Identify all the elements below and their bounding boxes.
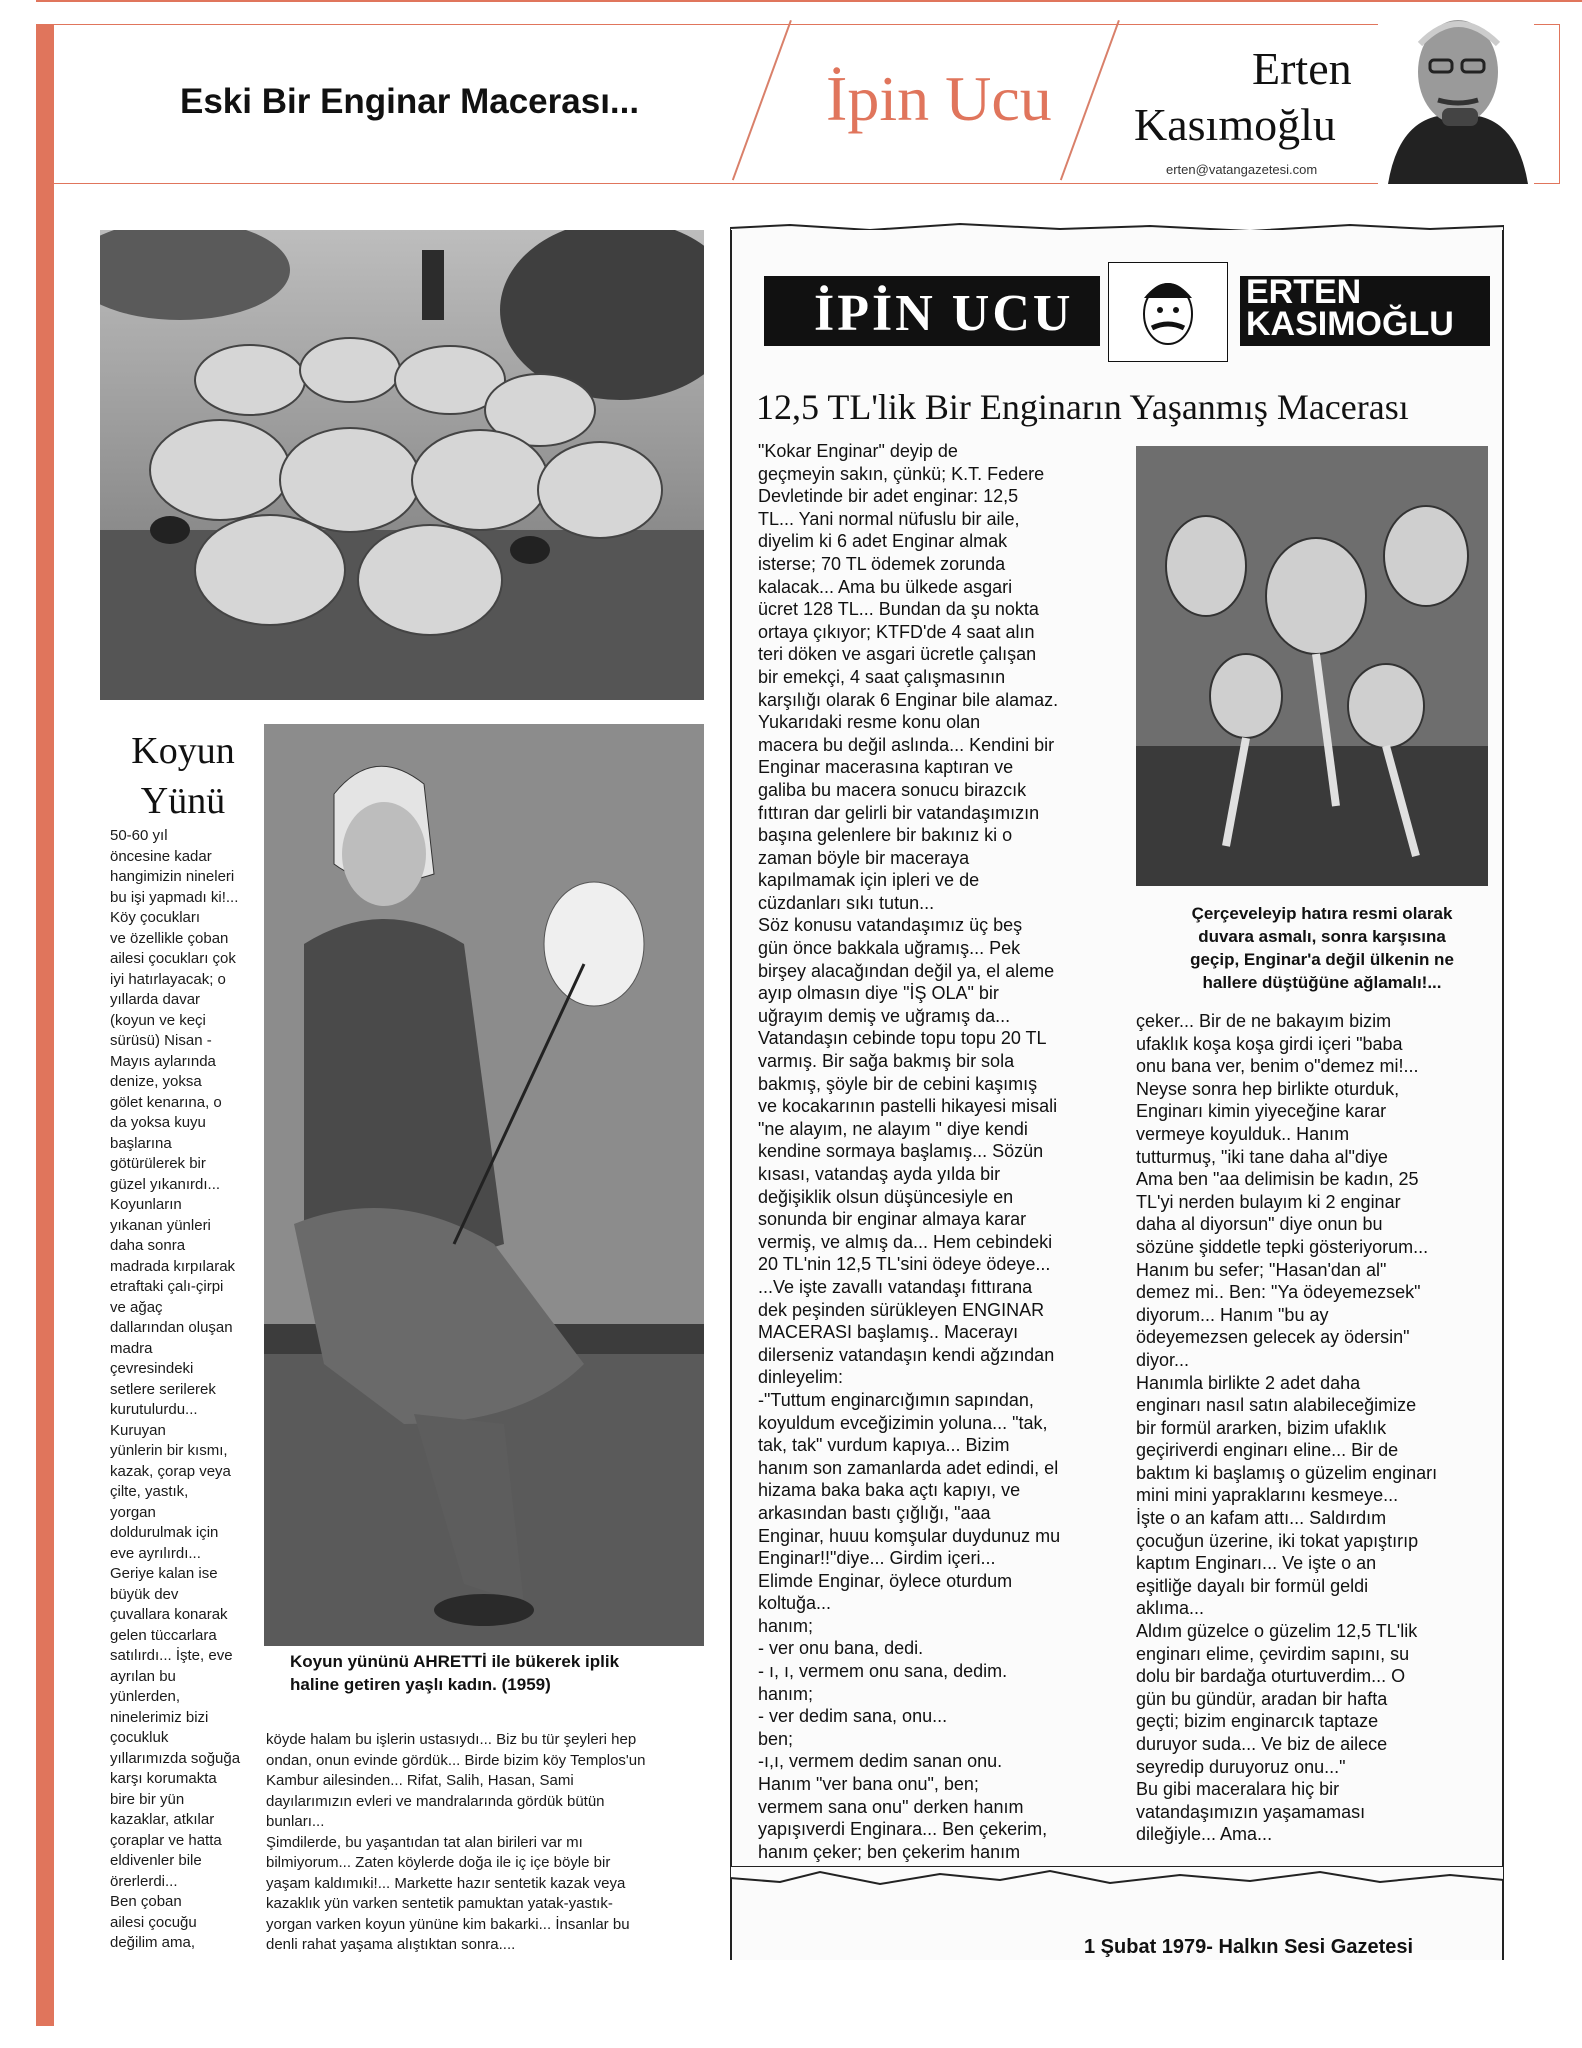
banner-face-sketch bbox=[1108, 262, 1228, 362]
section-title-line-2: Yünü bbox=[140, 780, 226, 822]
clipping-banner-name-2: KASIMOĞLU bbox=[1246, 305, 1454, 343]
artichoke-caption: Çerçeveleyip hatıra resmi olarak duvara asmalı, sonra karşısına geçip, Enginar'a değil ülkenin ne hallere düştüğüne ağlamalı!... bbox=[1190, 904, 1454, 992]
artichoke-photo bbox=[1136, 446, 1488, 886]
photo-caption-spinning: Koyun yününü AHRETTİ ile bükerek iplik haline getiren yaşlı kadın. (1959) bbox=[290, 1652, 620, 1694]
sheep-flock-photo bbox=[100, 230, 704, 700]
section-title-line-1: Koyun bbox=[131, 730, 235, 772]
clipping-banner-left bbox=[764, 276, 1100, 346]
clipping-banner-text: İPİN UCU bbox=[814, 285, 1074, 342]
top-rule bbox=[36, 0, 1582, 2]
article-headline: Eski Bir Enginar Macerası... bbox=[180, 82, 640, 121]
wide-column-text: köyde halam bu işlerin ustasıydı... Biz bu tür şeyleri hep ondan, onun evinde gördük... Birde bizim köy Templos'un Kambur ailesinden... Rifat, Salih, Hasan, Sami dayılarımızın evleri ve mandralarında gördük bütün bunları... Şimdilerde, bu yaşantıdan tat alan birileri var mı bilmiyorum... Zaten köylerde doğa ile iç içe böyle bir yaşam kaldımıki!... Markette hazır sentetik kazak veya kazaklık yün varken sentetik pamuktan yatak-yastık- yorgan varken koyun yününe kim bakarki... İnsanlar bu denli rahat yaşama alıştıktan sonra.... bbox=[266, 1731, 646, 1953]
clipping-banner-name bbox=[1240, 273, 1490, 346]
clipping-title: 12,5 TL'lik Bir Enginarın Yaşanmış Macerası bbox=[756, 387, 1409, 427]
clipping-column-1: "Kokar Enginar" deyip de geçmeyin sakın, çünkü; K.T. Federe Devletinde bir adet enginar: 12,5 TL... Yani normal nüfuslu bir aile, diyelim ki 6 adet Enginar almak isterse; 70 TL ödemek zorunda kalacak... Ama bu ülkede asgari ücret 128 TL... Bundan da şu nokta ortaya çıkıyor; KTFD'de 4 saat alın teri döken ve asgari ücretle çalışan bir emekçi, 4 saat çalışmasının karşılığı olarak 6 Enginar bile alamaz. Yukarıdaki resme konu olan macera bu değil aslında... Kendini bir Enginar macerasına kaptıran ve galiba bu macera sonucu birazcık fıttıran dar gelirli bir vatandaşımızın başına gelenlere bir bakınız ki o zaman böyle bir maceraya kapılmamak için ipleri ve de cüzdanları sıkı tutun... Söz konusu vatandaşımız üç beş gün önce bakkala uğramış... Pek birşey alacağından değil ya, el aleme ayıp olmasın diye "İŞ OLA" bir uğrayım demiş ve uğramış da... Vatandaşın cebinde topu topu 20 TL varmış. Bir sağa bakmış bir sola bakmış, şöyle bir de cebini kaşımış ve kocakarının pastelli hikayesi misali "ne alayım, ne alayım " diye kendi kendine sormaya başlamış... Sözün kısası, vatandaş ayda yılda bir değişiklik olsun düşüncesiyle en sonunda bir enginar almaya karar vermiş, ve almış da... Hem cebindeki 20 TL'nin 12,5 TL'sini ödeye ödeye... ...Ve işte zavallı vatandaşı fıttırana dek peşinden sürükleyen ENGINAR MACERASI başlamış.. Macerayı dilerseniz vatandaşın kendi ağzından dinleyelim: -"Tuttum enginarcığımın sapından, koyuldum evceğizimin yoluna... "tak, tak, tak" vurdum kapıya... Bizim hanım son zamanlarda adet edindi, el hizama baka baka açtı kapıyı, ve arkasından bastı çığlığı, "aaa Enginar, huuu komşular duydunuz mu Enginar!!"diye... Girdim içeri... Elimde Enginar, öylece oturdum koltuğa... hanım; - ver onu bana, dedi. - ı, ı, vermem onu sana, dedim. hanım; - ver dedim sana, onu... ben; -ı,ı, vermem dedim sanan onu. Hanım "ver bana onu", ben; vermem sana onu" derken hanım yapışıverdi Enginara... Ben çekerim, hanım çeker; ben çekerim hanım bbox=[758, 441, 1061, 1862]
clipping-source: 1 Şubat 1979- Halkın Sesi Gazetesi bbox=[1084, 1936, 1414, 1958]
left-accent-bar bbox=[36, 24, 54, 2026]
author-email: erten@vatangazetesi.com bbox=[1166, 162, 1318, 177]
clipping-torn-bottom bbox=[730, 1866, 1504, 1886]
author-first-name: Erten bbox=[1252, 43, 1352, 94]
author-last-name: Kasımoğlu bbox=[1134, 99, 1336, 150]
clipping-column-2: çeker... Bir de ne bakayım bizim ufaklık koşa koşa girdi içeri "baba onu bana ver, benim o"demez mi!... Neyse sonra hep birlikte oturduk, Enginarı kimin yiyeceğine karar vermeye koyulduk.. Hanım tutturmuş, "iki tane daha al"diye Ama ben "aa delimisin be kadın, 25 TL'yi nerden bulayım ki 2 enginar daha al diyorsun" diye onun bu sözüne şiddetle tepki gösteriyorum... Hanım bu sefer; "Hasan'dan al" demez mi.. Ben: "Ya ödeyemezsek" diyorum... Hanım "bu ay ödeyemezsen gelecek ay ödersin" diyor... Hanımla birlikte 2 adet daha enginarı nasıl satın alabileceğimize bir formül ararken, bizim ufaklık geçiriverdi enginarı eline... Bir de baktım ki başlamış o güzelim enginarı mini mini yapraklarını kesmeye... İşte o an kafam attı... Saldırdım çocuğun üzerine, iki tokat yapıştırıp kaptım Enginarı... Ve işte o an eşitliğe dayalı bir formül geldi aklıma... Aldım güzelce o güzelim 12,5 TL'lik enginarı elime, çevirdim sapını, su dolu bir bardağa oturtuverdim... O gün bu gündür, aradan bir hafta geçti; bizim enginarcık taptaze duruyor suda... Ve biz de ailece seyredip duruyoruz onu..." Bu gibi maceralara hiç bir vatandaşımızın yaşamaması dileğiyle... Ama... bbox=[1136, 1011, 1438, 1845]
section-title-koyun bbox=[108, 726, 258, 826]
spinning-woman-photo bbox=[264, 724, 704, 1646]
column-name: İpin Ucu bbox=[826, 63, 1052, 134]
author-portrait bbox=[1378, 4, 1534, 184]
narrow-column-text: 50-60 yıl öncesine kadar hangimizin nineleri bu işi yapmadı ki!... Köy çocukları ve özellikle çoban ailesi çocukları çok iyi hatırlayacak; o yıllarda davar (koyun ve keçi sürüsü) Nisan - Mayıs aylarında denize, yoksa gölet kenarına, o da yoksa kuyu başlarına götürülerek bir güzel yıkanırdı... Koyunların yıkanan yünleri daha sonra madrada kırpılarak etraftaki çalı-çirpi ve ağaç dallarından oluşan madra çevresindeki setlere serilerek kurutulurdu... Kuruyan yünlerin bir kısmı, kazak, çorap veya çilte, yastık, yorgan doldurulmak için eve ayrılırdı... Geriye kalan ise büyük dev çuvallara konarak gelen tüccarlara satılırdı... İşte, eve ayrılan bu yünlerden, ninelerimiz bizi çocukluk yıllarımızda soğuğa karşı korumakta bire bir yün kazaklar, atkılar çoraplar ve hatta eldivenler bile örerlerdi... Ben çoban ailesi çocuğu değilim ama, bbox=[110, 827, 241, 1951]
clipping-banner-name-1: ERTEN bbox=[1246, 273, 1362, 311]
